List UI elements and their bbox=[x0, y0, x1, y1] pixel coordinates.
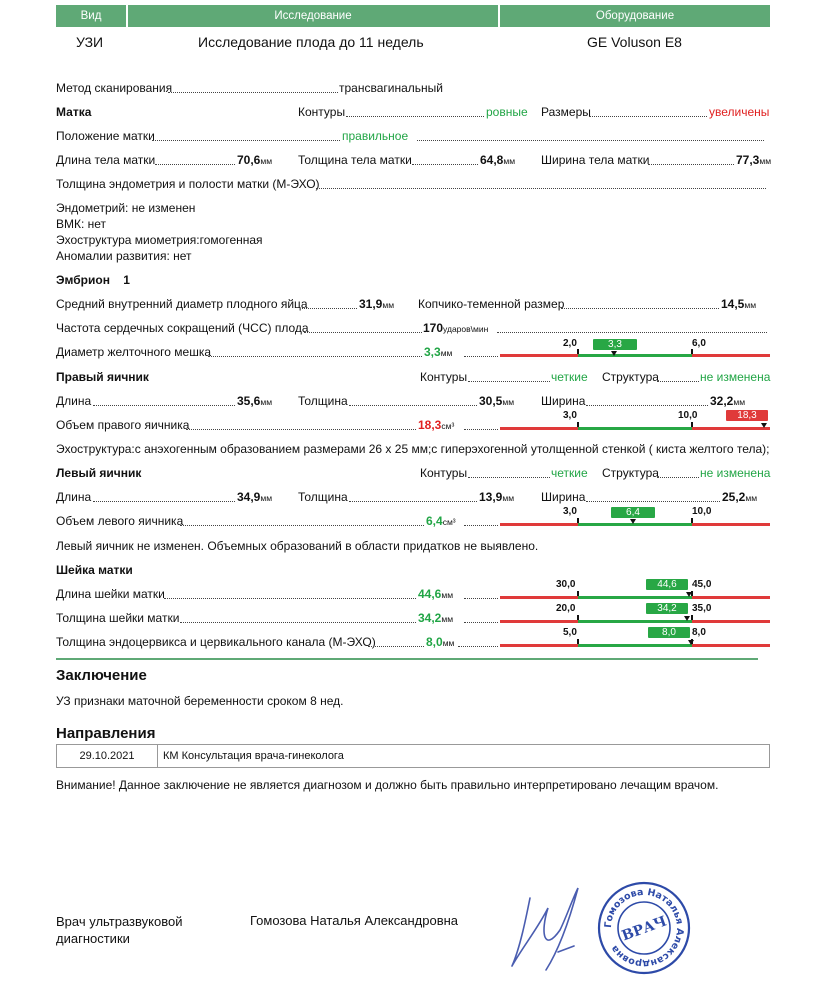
header-col-study: Исследование bbox=[128, 5, 498, 27]
hr-value: 170 bbox=[423, 321, 444, 335]
uterus-thickness-label: Толщина тела матки bbox=[298, 153, 412, 167]
cervix-endo-max: 8,0 bbox=[692, 627, 706, 638]
right-volume-min: 3,0 bbox=[563, 410, 577, 421]
cervix-length-value: 44,6 bbox=[418, 587, 442, 601]
uterus-length-value: 70,6 bbox=[237, 153, 261, 167]
signature-scribble-icon bbox=[500, 878, 590, 978]
uterus-note-1: Эндометрий: не изменен bbox=[56, 201, 196, 215]
cervix-endo-min: 5,0 bbox=[563, 627, 577, 638]
equipment-value: GE Voluson E8 bbox=[587, 34, 682, 50]
right-length-label: Длина bbox=[56, 394, 92, 408]
left-length-value: 34,9 bbox=[237, 490, 261, 504]
uterus-contours-value: ровные bbox=[486, 105, 528, 119]
uterus-length-label: Длина тела матки bbox=[56, 153, 156, 167]
left-width-label: Ширина bbox=[541, 490, 586, 504]
cervix-thickness-value: 34,2 bbox=[418, 611, 442, 625]
left-thickness-label: Толщина bbox=[298, 490, 348, 504]
uterus-heading: Матка bbox=[56, 105, 92, 119]
hr-label: Частота сердечных сокращений (ЧСС) плода bbox=[56, 321, 309, 335]
separator-line bbox=[56, 658, 758, 660]
referrals-table bbox=[56, 744, 770, 768]
right-length-value: 35,6 bbox=[237, 394, 261, 408]
cervix-endo-badge: 8,0 bbox=[648, 627, 690, 638]
left-contours-value: четкие bbox=[551, 466, 588, 480]
doctor-role: Врач ультразвуковой диагностики bbox=[56, 914, 183, 946]
right-volume-marker bbox=[761, 423, 767, 428]
uterus-width-label: Ширина тела матки bbox=[541, 153, 650, 167]
right-width-value: 32,2 bbox=[710, 394, 734, 408]
referral-text: КМ Консультация врача-гинеколога bbox=[163, 750, 344, 762]
left-width-value: 25,2 bbox=[722, 490, 746, 504]
yolk-value: 3,3 bbox=[424, 345, 441, 359]
uterus-note-3: Эхоструктура миометрия:гомогенная bbox=[56, 233, 263, 247]
right-echo: Эхоструктура:с анэхогенным образованием размерами 26 х 25 мм;с гиперэхогенной утолщенной стенкой ( киста желтого тела); bbox=[56, 442, 770, 456]
cervix-thickness-badge: 34,2 bbox=[646, 603, 688, 614]
right-width-label: Ширина bbox=[541, 394, 586, 408]
yolk-min: 2,0 bbox=[563, 338, 577, 349]
uterus-note-2: ВМК: нет bbox=[56, 217, 107, 231]
uterus-width-value: 77,3 bbox=[736, 153, 760, 167]
right-contours-label: Контуры bbox=[420, 370, 468, 384]
left-volume-value: 6,4 bbox=[426, 514, 443, 528]
cervix-endo-marker bbox=[688, 640, 694, 645]
uterus-contours-label: Контуры bbox=[298, 105, 346, 119]
right-thickness-label: Толщина bbox=[298, 394, 348, 408]
left-ovary-heading: Левый яичник bbox=[56, 466, 142, 480]
uterus-position-value: правильное bbox=[342, 129, 409, 143]
left-volume-marker bbox=[630, 519, 636, 524]
yolk-max: 6,0 bbox=[692, 338, 706, 349]
left-length-label: Длина bbox=[56, 490, 92, 504]
referral-date: 29.10.2021 bbox=[57, 745, 158, 767]
cervix-thickness-marker bbox=[684, 616, 690, 621]
left-contours-label: Контуры bbox=[420, 466, 468, 480]
stamp-center-text: ВРАЧ bbox=[619, 913, 669, 945]
right-volume-badge: 18,3 bbox=[726, 410, 768, 421]
embryo-heading: Эмбрион 1 bbox=[56, 273, 130, 287]
doctor-stamp-icon bbox=[596, 880, 692, 976]
right-volume-value: 18,3 bbox=[418, 418, 442, 432]
right-thickness-value: 30,5 bbox=[479, 394, 503, 408]
doctor-name: Гомозова Наталья Александровна bbox=[250, 913, 459, 928]
right-structure-value: не изменена bbox=[700, 370, 771, 384]
cervix-length-marker bbox=[686, 592, 692, 597]
yolk-value-badge: 3,3 bbox=[593, 339, 637, 350]
sac-label: Средний внутренний диаметр плодного яйца bbox=[56, 297, 308, 311]
cervix-thickness-label: Толщина шейки матки bbox=[56, 611, 180, 625]
header-col-type: Вид bbox=[56, 5, 126, 27]
scan-label: Метод сканирования bbox=[56, 81, 173, 95]
left-volume-max: 10,0 bbox=[692, 506, 712, 517]
type-value: УЗИ bbox=[76, 34, 104, 50]
crl-label: Копчико-теменной размер bbox=[418, 297, 565, 311]
left-structure-value: не изменена bbox=[700, 466, 771, 480]
cervix-length-min: 30,0 bbox=[556, 579, 576, 590]
warning-text: Внимание! Данное заключение не является диагнозом и должно быть правильно интерпретировано лечащим врачом. bbox=[56, 778, 719, 792]
uterus-position-label: Положение матки bbox=[56, 129, 155, 143]
uterus-thickness-value: 64,8 bbox=[480, 153, 504, 167]
left-ovary-note: Левый яичник не изменен. Объемных образований в области придатков не выявлено. bbox=[56, 539, 539, 553]
uterus-note-4: Аномалии развития: нет bbox=[56, 249, 192, 263]
cervix-endo-value: 8,0 bbox=[426, 635, 443, 649]
header-col-equipment: Оборудование bbox=[500, 5, 770, 27]
yolk-label: Диаметр желточного мешка bbox=[56, 345, 212, 359]
uterus-sizes-value: увеличены bbox=[709, 105, 770, 119]
referrals-heading: Направления bbox=[56, 725, 156, 742]
left-volume-min: 3,0 bbox=[563, 506, 577, 517]
conclusion-text: УЗ признаки маточной беременности сроком 8 нед. bbox=[56, 694, 344, 708]
cervix-thickness-max: 35,0 bbox=[692, 603, 712, 614]
uterus-sizes-label: Размеры bbox=[541, 105, 591, 119]
crl-value: 14,5 bbox=[721, 297, 745, 311]
cervix-length-label: Длина шейки матки bbox=[56, 587, 165, 601]
yolk-marker bbox=[611, 351, 617, 356]
left-thickness-value: 13,9 bbox=[479, 490, 503, 504]
cervix-length-max: 45,0 bbox=[692, 579, 712, 590]
left-volume-label: Объем левого яичника bbox=[56, 514, 184, 528]
right-volume-max: 10,0 bbox=[678, 410, 698, 421]
endometrium-label: Толщина эндометрия и полости матки (М-ЭХО) bbox=[56, 177, 320, 191]
conclusion-heading: Заключение bbox=[56, 667, 147, 684]
cervix-heading: Шейка матки bbox=[56, 563, 133, 577]
stamp-ring-text: Гомозова Наталья Александровна bbox=[602, 886, 686, 970]
scan-value: трансвагинальный bbox=[339, 81, 443, 95]
right-volume-label: Объем правого яичника bbox=[56, 418, 190, 432]
right-contours-value: четкие bbox=[551, 370, 588, 384]
cervix-endo-label: Толщина эндоцервикса и цервикального канала (М-ЭХО) bbox=[56, 635, 376, 649]
cervix-thickness-min: 20,0 bbox=[556, 603, 576, 614]
left-volume-badge: 6,4 bbox=[611, 507, 655, 518]
right-structure-label: Структура bbox=[602, 370, 659, 384]
left-structure-label: Структура bbox=[602, 466, 659, 480]
study-value: Исследование плода до 11 недель bbox=[198, 34, 424, 50]
right-ovary-heading: Правый яичник bbox=[56, 370, 149, 384]
sac-value: 31,9 bbox=[359, 297, 383, 311]
cervix-length-badge: 44,6 bbox=[646, 579, 688, 590]
